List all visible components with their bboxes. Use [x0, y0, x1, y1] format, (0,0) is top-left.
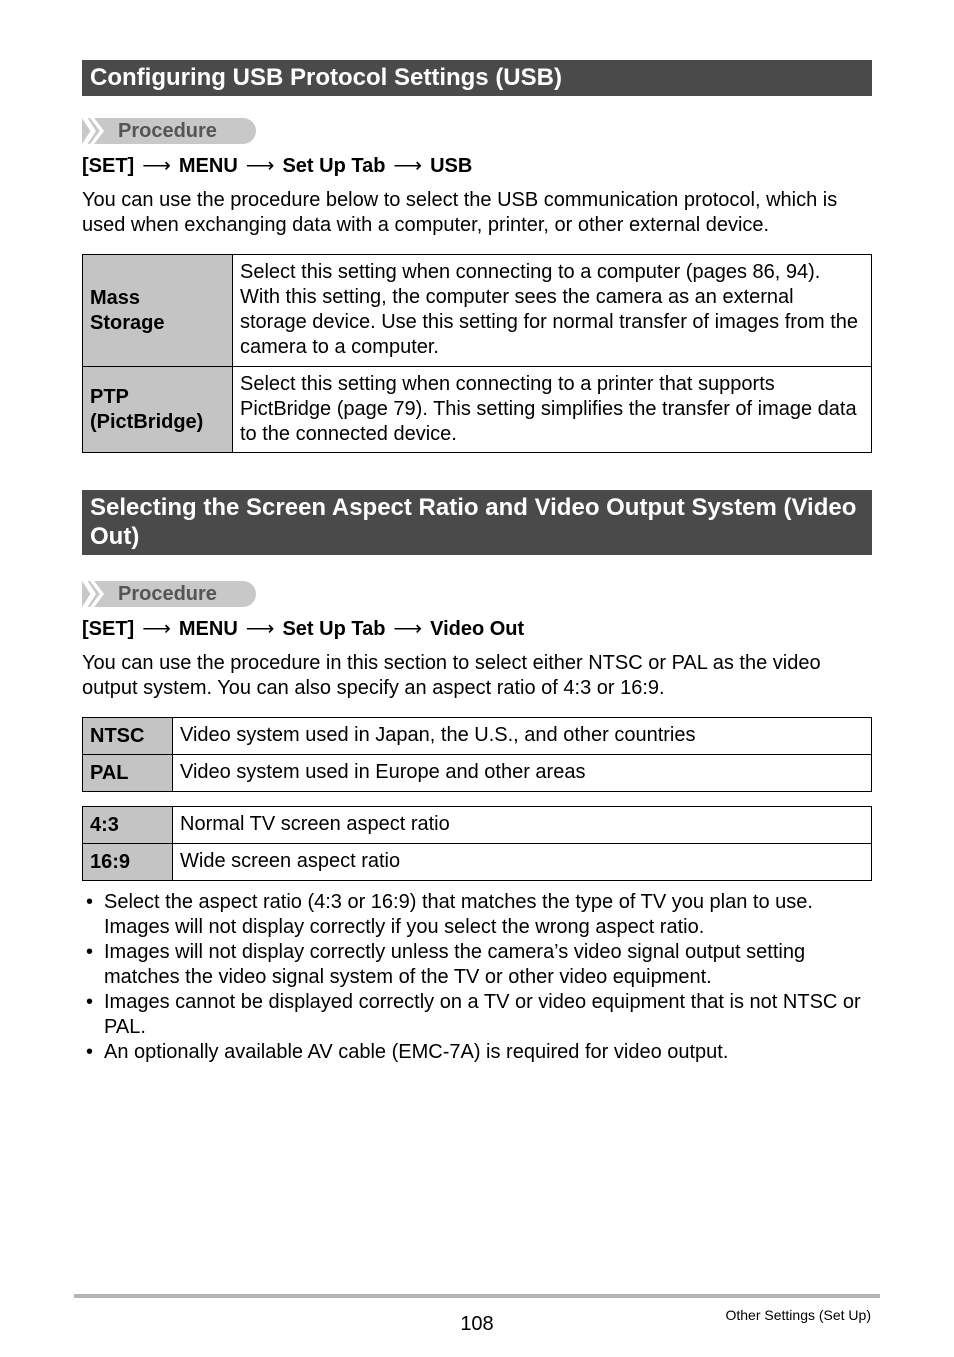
path-step: [SET] — [82, 618, 135, 640]
option-key — [83, 255, 233, 367]
arrow-right-icon: ⟶ — [142, 155, 171, 177]
path-step: Set Up Tab — [282, 618, 386, 640]
list-item — [82, 990, 882, 1040]
option-description: Video system used in Japan, the U.S., and other countries — [173, 718, 872, 755]
procedure-label: Procedure — [118, 120, 217, 142]
path-step: MENU — [178, 618, 238, 640]
menu-path-usb — [82, 154, 472, 178]
option-key-label: Mass Storage — [90, 286, 165, 334]
option-key — [83, 367, 233, 453]
list-item — [82, 890, 882, 940]
option-description: Select this setting when connecting to a printer that supports PictBridge (page 79). This setting simplifies the transfer of image data to the connected device. — [233, 367, 872, 453]
arrow-right-icon: ⟶ — [393, 618, 423, 640]
table-row — [83, 255, 872, 367]
option-description: Wide screen aspect ratio — [173, 844, 872, 881]
list-item — [82, 1040, 882, 1065]
arrow-right-icon: ⟶ — [245, 155, 275, 177]
list-item — [82, 940, 882, 990]
option-description: Normal TV screen aspect ratio — [173, 807, 872, 844]
note-text: Images cannot be displayed correctly on a TV or video equipment that is not NTSC or PAL. — [104, 991, 861, 1038]
bullet-icon: • — [86, 1041, 94, 1063]
table-row — [83, 844, 872, 881]
bullet-icon: • — [86, 941, 94, 963]
section-heading-usb: Configuring USB Protocol Settings (USB) — [82, 60, 872, 96]
intro-paragraph-video-out: You can use the procedure in this section to select either NTSC or PAL as the video output system. You can also specify an aspect ratio of 4:3 or 16:9. — [82, 652, 821, 699]
option-key: NTSC — [83, 718, 173, 755]
usb-options-table — [82, 254, 872, 453]
option-key-label: PTP (PictBridge) — [90, 385, 204, 433]
arrow-right-icon: ⟶ — [393, 155, 423, 177]
path-step: USB — [430, 155, 473, 177]
intro-paragraph-usb: You can use the procedure below to select the USB communication protocol, which is used when exchanging data with a computer, printer, or other external device. — [82, 189, 838, 236]
arrow-right-icon: ⟶ — [245, 618, 275, 640]
note-text: Images will not display correctly unless the camera’s video signal output setting matches the video signal system of the TV or other video equipment. — [104, 941, 806, 988]
path-step: MENU — [178, 155, 238, 177]
option-key: PAL — [83, 755, 173, 792]
path-step: [SET] — [82, 155, 135, 177]
procedure-tag — [82, 581, 256, 607]
table-row — [83, 755, 872, 792]
note-text: An optionally available AV cable (EMC-7A) is required for video output. — [104, 1041, 729, 1063]
table-row — [83, 367, 872, 453]
path-step: Set Up Tab — [282, 155, 386, 177]
aspect-ratio-table — [82, 806, 872, 881]
procedure-tag — [82, 118, 256, 144]
notes-list — [82, 890, 882, 1065]
chapter-label: Other Settings (Set Up) — [725, 1307, 871, 1323]
option-key: 16:9 — [83, 844, 173, 881]
table-row — [83, 718, 872, 755]
table-row — [83, 807, 872, 844]
menu-path-video-out — [82, 617, 524, 641]
footer-divider — [74, 1294, 880, 1298]
bullet-icon: • — [86, 991, 94, 1013]
option-key: 4:3 — [83, 807, 173, 844]
page-number: 108 — [460, 1313, 494, 1335]
video-system-table — [82, 717, 872, 792]
arrow-right-icon: ⟶ — [142, 618, 171, 640]
path-step: Video Out — [430, 618, 525, 640]
note-text: Select the aspect ratio (4:3 or 16:9) that matches the type of TV you plan to use. Images will not display correctly if you select the wrong aspect ratio. — [104, 891, 813, 938]
section-heading-video-out: Selecting the Screen Aspect Ratio and Video Output System (Video Out) — [82, 490, 872, 555]
bullet-icon: • — [86, 891, 94, 913]
option-description: Video system used in Europe and other areas — [173, 755, 872, 792]
procedure-label: Procedure — [118, 583, 217, 605]
option-description: Select this setting when connecting to a computer (pages 86, 94). With this setting, the computer sees the camera as an external storage device. Use this setting for normal transfer of images from the camera to a computer. — [233, 255, 872, 367]
